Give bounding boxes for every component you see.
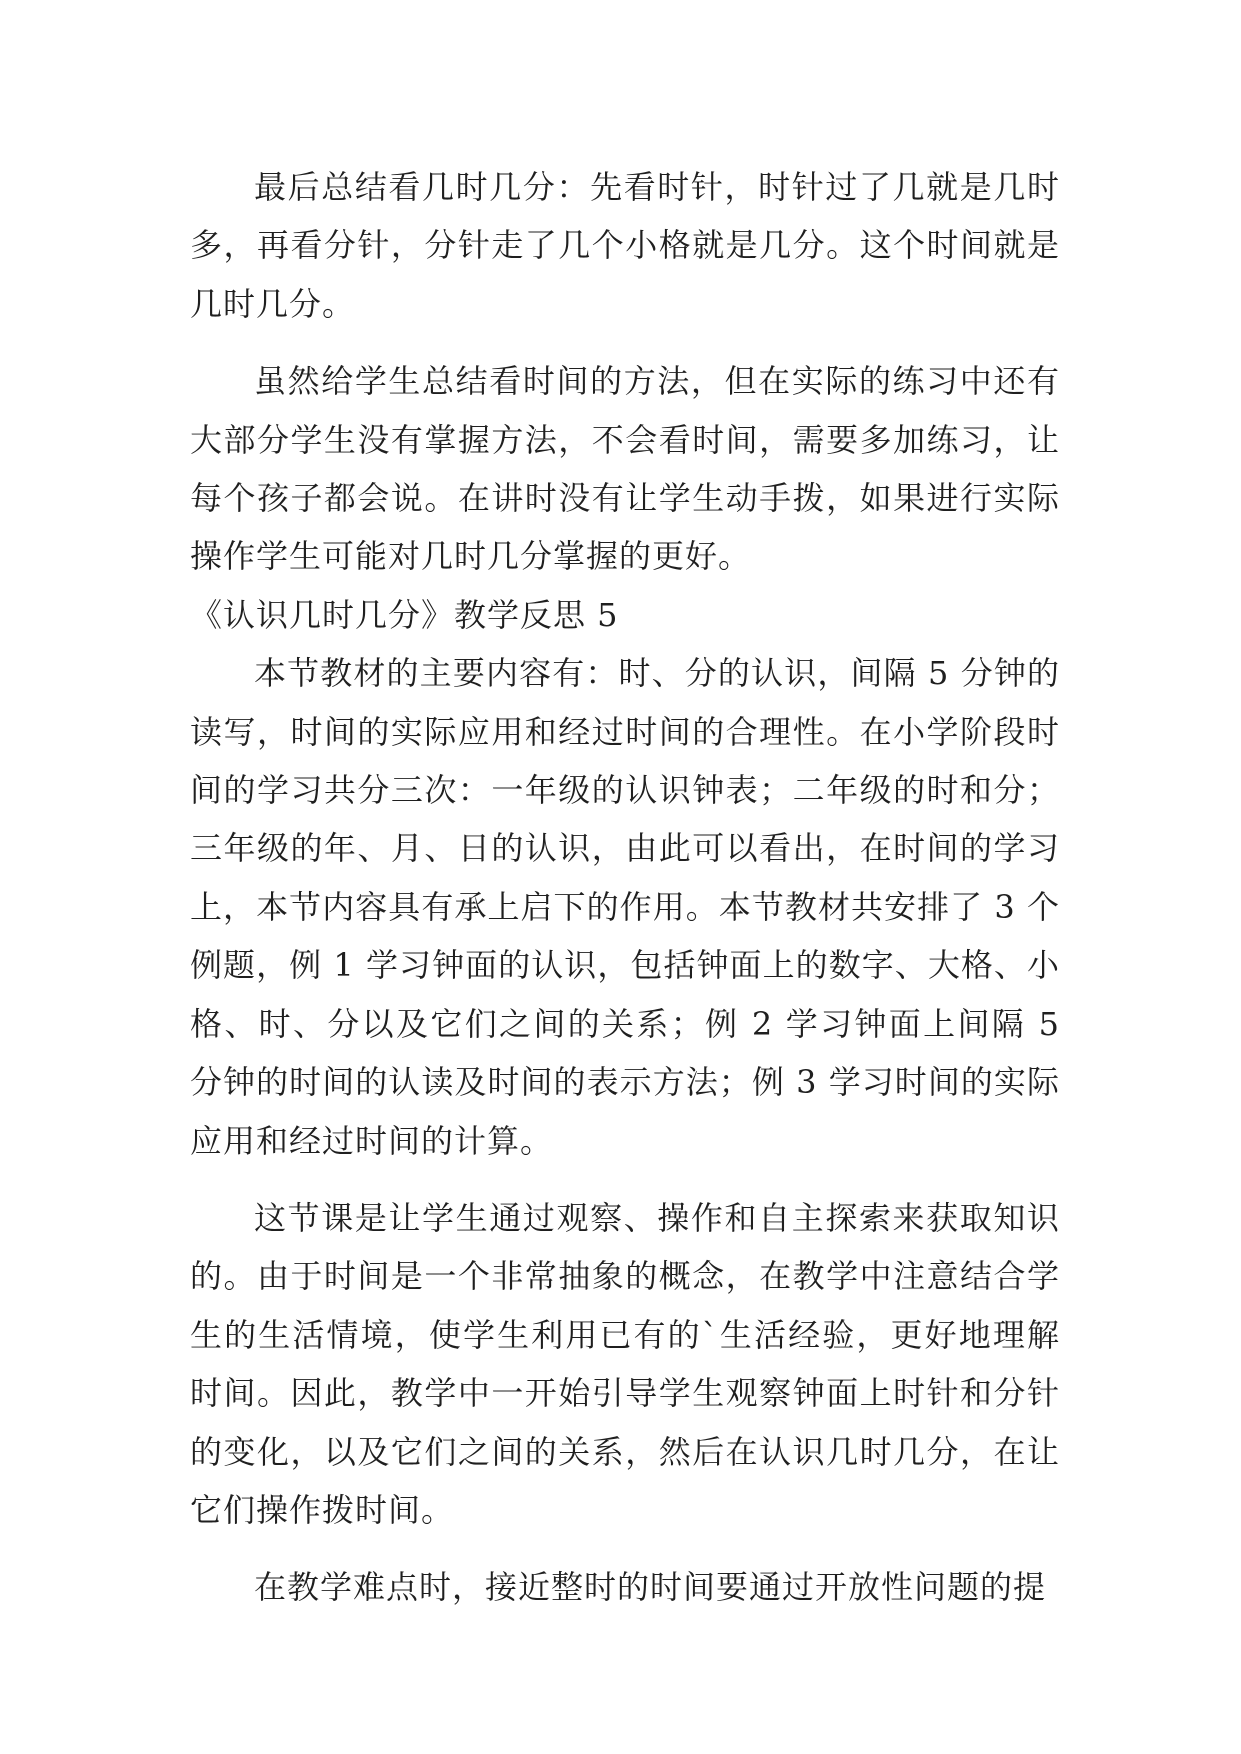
- paragraph-lesson-approach: 这节课是让学生通过观察、操作和自主探索来获取知识的。由于时间是一个非常抽象的概念，在教学中注意结合学生的生活情境，使学生利用已有的`生活经验，更好地理解时间。因此，教学中一开始引导学生观察钟面上时针和分针的变化，以及它们之间的关系，然后在认识几时几分，在让它们操作拨时间。: [190, 1198, 1060, 1529]
- document-body: [190, 158, 1060, 1617]
- section-heading: 《认识几时几分》教学反思 5: [190, 595, 619, 634]
- paragraph-textbook-content: 本节教材的主要内容有：时、分的认识，间隔 5 分钟的读写，时间的实际应用和经过时间的合理性。在小学阶段时间的学习共分三次：一年级的认识钟表；二年级的时和分；三年级的年、月、日的认识，由此可以看出，在时间的学习上，本节内容具有承上启下的作用。本节教材共安排了 3 个例题，例 1 学习钟面的认识，包括钟面上的数字、大格、小格、时、分以及它们之间的关系；例 2 学习钟面上间隔 5 分钟的时间的认读及时间的表示方法；例 3 学习时间的实际应用和经过时间的计算。: [190, 654, 1060, 1160]
- paragraph-teaching-difficulty: 在教学难点时，接近整时的时间要通过开放性问题的提: [254, 1568, 1047, 1607]
- paragraph-summary: 最后总结看几时几分：先看时针，时针过了几就是几时多，再看分针，分针走了几个小格就是几分。这个时间就是几时几分。: [190, 168, 1060, 323]
- paragraph-reflection: 虽然给学生总结看时间的方法，但在实际的练习中还有大部分学生没有掌握方法，不会看时间，需要多加练习，让每个孩子都会说。在讲时没有让学生动手拨，如果进行实际操作学生可能对几时几分掌握的更好。: [190, 362, 1060, 576]
